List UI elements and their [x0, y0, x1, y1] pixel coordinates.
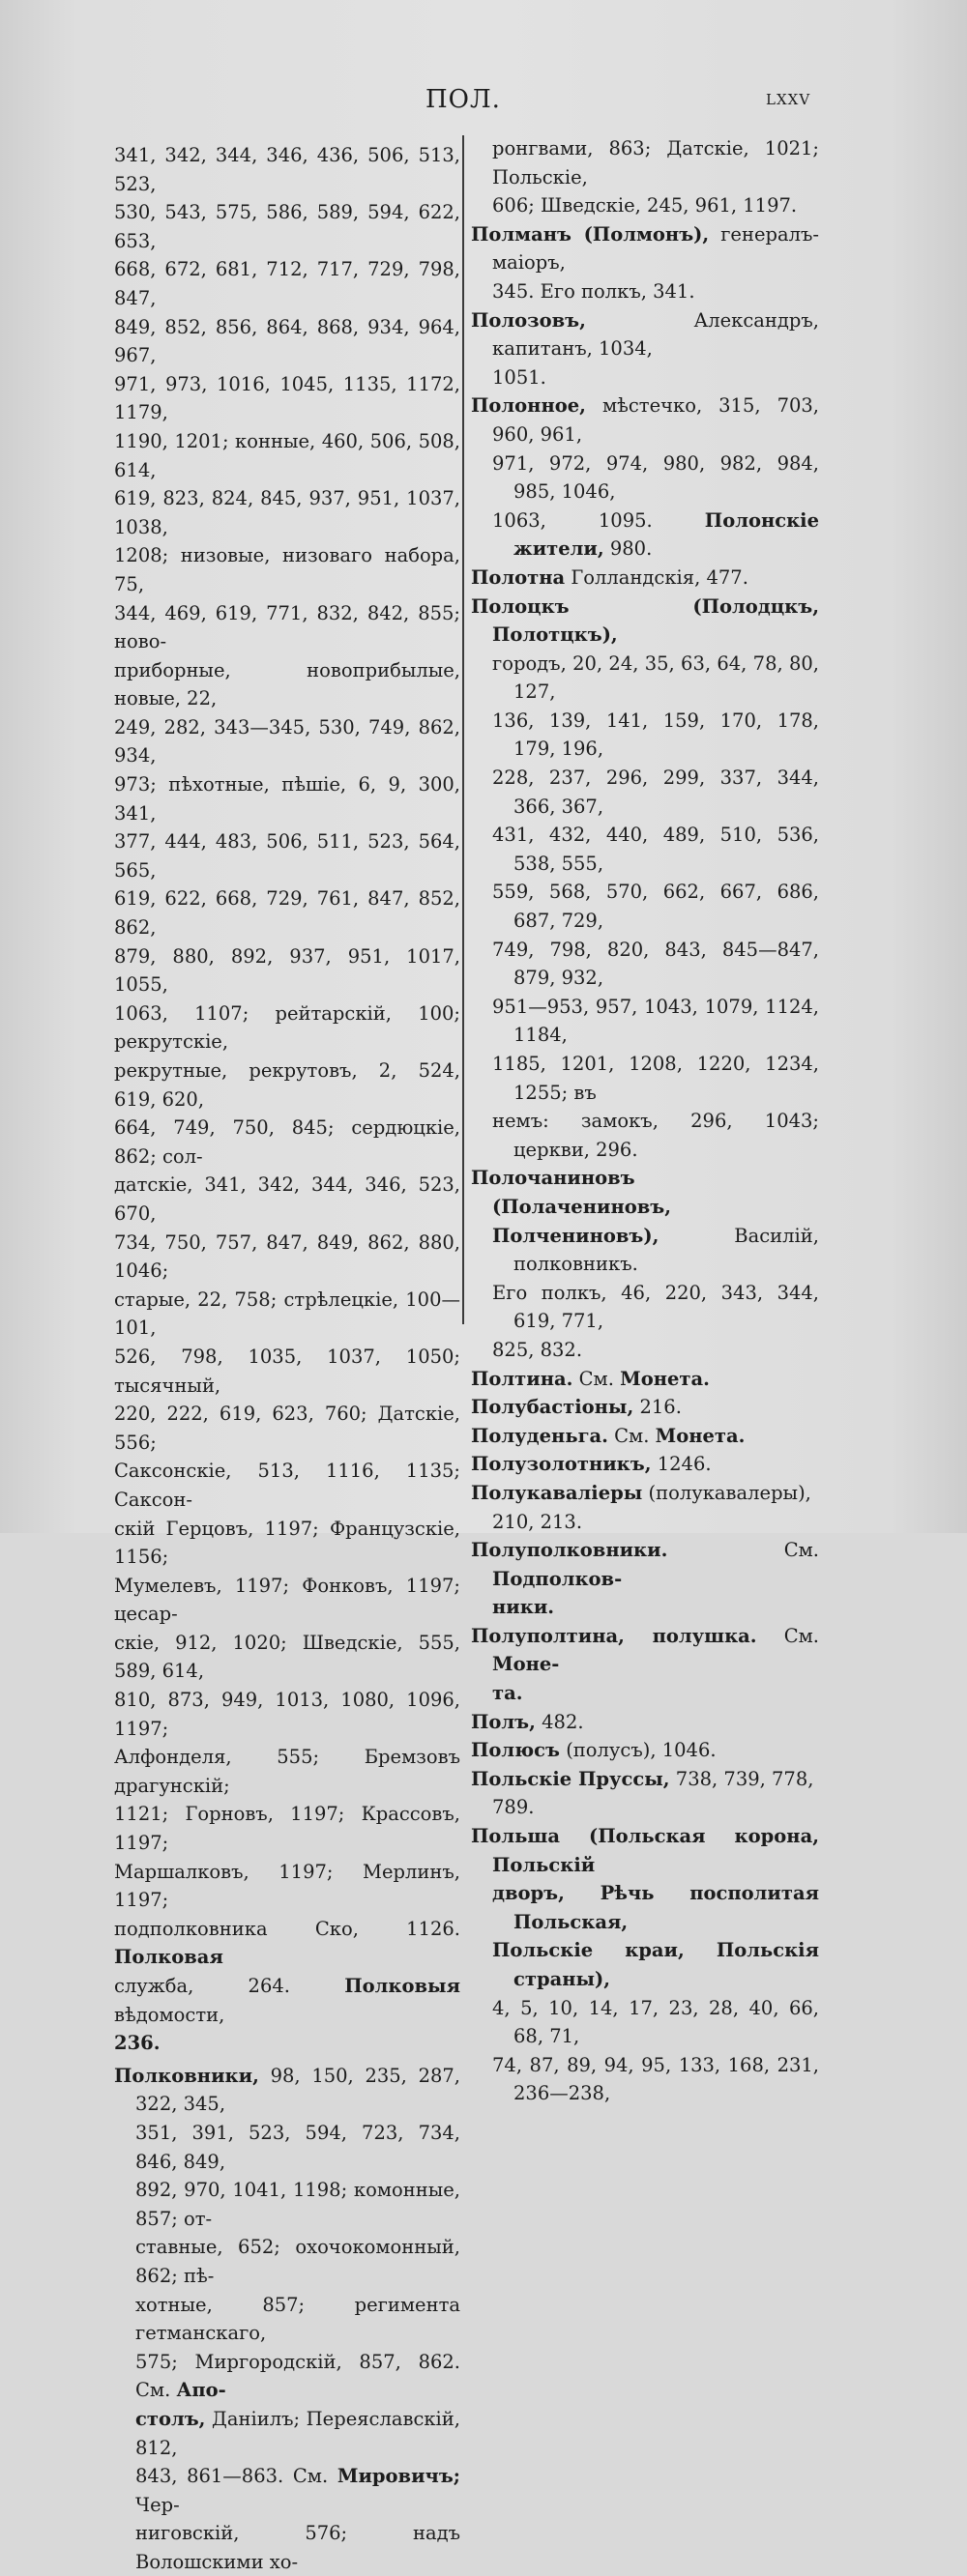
text-line: ставные, 652; охочокомонный, 862; пѣ-	[135, 2236, 460, 2287]
cross-reference: Подполков-	[492, 1567, 623, 1590]
entry-polkovniki-body	[114, 2119, 460, 2576]
entry-polochaninov	[471, 1164, 819, 1364]
text-line	[471, 1708, 819, 1737]
text-line: 1121; Горновъ, 1197; Крассовъ, 1197;	[114, 1803, 460, 1855]
text-line: 559, 568, 570, 662, 667, 686, 687, 729,	[492, 881, 819, 933]
text-fragment: Даніилъ; Переяславскій, 812,	[135, 2407, 460, 2459]
text-line: старые, 22, 758; стрѣлецкіе, 100—101,	[114, 1288, 460, 1340]
cross-reference: Моне-	[492, 1653, 560, 1676]
entry-heading: Полонное,	[471, 394, 586, 418]
right-column	[471, 134, 819, 2108]
entry-polozov	[471, 306, 819, 392]
entry-polonnoe	[471, 391, 819, 564]
entry-heading: Полубастіоны,	[471, 1396, 634, 1419]
text-line: 1208; низовые, низоваго набора, 75,	[114, 544, 460, 595]
entry-polyus	[471, 1736, 819, 1765]
text-line	[135, 2405, 460, 2462]
text-line: 228, 237, 296, 299, 337, 344, 366, 367,	[492, 767, 819, 818]
column-divider	[462, 135, 464, 1324]
entry-polskie-prussy	[471, 1765, 819, 1822]
text-line: 810, 873, 949, 1013, 1080, 1096, 1197;	[114, 1689, 460, 1740]
entry-heading: Полотна	[471, 565, 566, 589]
text-fragment: (полусъ), 1046.	[566, 1739, 717, 1762]
text-line: Мумелевъ, 1197; Фонковъ, 1197; цесар-	[114, 1574, 460, 1626]
text-line: 825, 832.	[492, 1338, 583, 1361]
text-fragment: 843, 861—863. См.	[135, 2465, 329, 2488]
entry-heading-polkovyya: Полковыя	[344, 1975, 460, 1997]
text-line	[471, 1393, 819, 1422]
text-fragment: служба, 264.	[114, 1975, 290, 1997]
text-line	[471, 306, 819, 363]
text-line: ронгвами, 863; Датскіе, 1021; Польскіе,	[492, 137, 819, 188]
text-fragment: 1063, 1095.	[492, 508, 653, 532]
text-line: 345. Его полкъ, 341.	[492, 279, 695, 303]
entry-heading: Полманъ (Полмонъ),	[471, 222, 710, 246]
text-fragment: Голландскія, 477.	[571, 565, 748, 589]
entry-polukavaliery	[471, 1479, 819, 1536]
entry-heading: Полчениновъ),	[492, 1224, 659, 1247]
text-line: 951—953, 957, 1043, 1079, 1124, 1184,	[492, 995, 819, 1047]
entry-heading: Полюсъ	[471, 1739, 560, 1762]
entry-heading: Полузолотникъ,	[471, 1453, 652, 1476]
entry-heading: Полозовъ,	[471, 308, 586, 332]
text-fragment: 216.	[639, 1396, 682, 1419]
text-line	[492, 1222, 819, 1279]
text-fragment: мѣстечко, 315, 703, 960, 961,	[492, 394, 819, 446]
cross-reference: Апо-	[176, 2379, 226, 2402]
page-title: ПОЛ.	[425, 85, 501, 114]
text-line	[492, 507, 819, 564]
text-line: 220, 222, 619, 623, 760; Датскіе, 556;	[114, 1403, 460, 1454]
text-line: 344, 469, 619, 771, 832, 842, 855; ново-	[114, 601, 460, 653]
text-fragment: См.	[783, 1539, 819, 1562]
text-line	[471, 1765, 819, 1794]
text-fragment: Александръ, капитанъ, 1034,	[492, 308, 819, 361]
text-line	[135, 2462, 460, 2519]
text-line: 734, 750, 757, 847, 849, 862, 880, 1046;	[114, 1230, 460, 1283]
entry-heading: Полъ,	[471, 1710, 536, 1733]
text-line: 892, 970, 1041, 1198; комонные, 857; от-	[135, 2179, 460, 2230]
entry-poluzolotnik	[471, 1450, 819, 1479]
entry-poltina	[471, 1365, 819, 1394]
text-line: 1051.	[492, 365, 546, 389]
entry-polsha	[471, 1822, 819, 2108]
entry-heading: Полуполковники.	[471, 1539, 668, 1562]
entry-heading: дворъ, Рѣчь посполитая Польская,	[492, 1882, 819, 1933]
text-line: Его полкъ, 46, 220, 343, 344, 619, 771,	[492, 1281, 819, 1333]
text-line: 236.	[114, 2032, 161, 2055]
cross-reference: та.	[492, 1682, 523, 1705]
text-line: скій Герцовъ, 1197; Французскіе, 1156;	[114, 1517, 460, 1569]
text-line: 849, 852, 856, 864, 868, 934, 964, 967,	[114, 315, 460, 367]
text-line: 1190, 1201; конные, 460, 506, 508, 614,	[114, 429, 460, 481]
entry-polupolkovniki	[471, 1536, 819, 1622]
text-fragment: См.	[578, 1367, 614, 1390]
entry-heading: Полуденьга.	[471, 1424, 608, 1447]
text-line	[114, 1972, 460, 2029]
text-line: городъ, 20, 24, 35, 63, 64, 78, 80, 127,	[492, 651, 819, 704]
entry-heading: Польша (Польская корона, Польскій	[471, 1825, 819, 1876]
text-fragment: Василій, полковникъ.	[513, 1224, 819, 1276]
text-line	[471, 1422, 819, 1451]
entry-heading: Польскіе краи, Польскія страны),	[492, 1939, 819, 1990]
text-line: скіе, 912, 1020; Шведскіе, 555, 589, 614,	[114, 1631, 460, 1683]
text-fragment: 575; Миргородскій, 857, 862. См.	[135, 2350, 460, 2402]
text-line: 971, 973, 1016, 1045, 1135, 1172, 1179,	[114, 372, 460, 424]
text-line: 136, 139, 141, 159, 170, 178, 179, 196,	[492, 709, 819, 761]
text-line: 668, 672, 681, 712, 717, 729, 798, 847,	[114, 258, 460, 309]
text-line	[471, 1164, 819, 1221]
text-line: 973; пѣхотные, пѣшіе, 6, 9, 300, 341,	[114, 773, 460, 825]
text-fragment: вѣдомости,	[114, 2003, 225, 2026]
text-line: 341, 342, 344, 346, 436, 506, 513, 523,	[114, 144, 460, 195]
text-fragment: подполковника Ско, 1126.	[114, 1917, 460, 1940]
entry-heading: Полковники,	[114, 2064, 259, 2087]
entry-heading: Полтина.	[471, 1367, 573, 1390]
cross-reference: Монета.	[655, 1424, 746, 1447]
entry-polotsk	[471, 593, 819, 1165]
text-line: Алфонделя, 555; Бремзовъ драгунскій;	[114, 1746, 460, 1797]
entry-polotna	[471, 564, 819, 593]
text-line: 74, 87, 89, 94, 95, 133, 168, 231, 236—238,	[492, 2053, 819, 2105]
text-line	[471, 391, 819, 449]
text-line: 749, 798, 820, 843, 845—847, 879, 932,	[492, 938, 819, 990]
text-line	[471, 1622, 819, 1679]
text-line	[471, 1736, 819, 1765]
text-line: 4, 5, 10, 14, 17, 23, 28, 40, 66, 68, 71,	[492, 1996, 819, 2048]
text-line	[471, 1479, 819, 1508]
entry-heading: Полукавалiеры	[471, 1481, 643, 1504]
text-fragment: 1246.	[657, 1453, 712, 1476]
text-line: Саксонскіе, 513, 1116, 1135; Саксон-	[114, 1460, 460, 1511]
entry-heading: Полочаниновъ	[471, 1167, 635, 1190]
text-line: 530, 543, 575, 586, 589, 594, 622, 653,	[114, 201, 460, 252]
text-line: хотные, 857; регимента гетманскаго,	[135, 2293, 460, 2345]
text-fragment: 980.	[609, 537, 653, 561]
text-line: приборные, новоприбылые, новые, 22,	[114, 658, 460, 710]
text-line: 664, 749, 750, 845; сердюцкіе, 862; сол-	[114, 1116, 460, 1168]
page-number: LXXV	[766, 91, 811, 108]
text-line: 210, 213.	[492, 1510, 583, 1533]
text-fragment: 738, 739, 778,	[675, 1767, 814, 1790]
entry-poludenga	[471, 1422, 819, 1451]
text-line: 1185, 1201, 1208, 1220, 1234, 1255; въ	[492, 1053, 819, 1104]
text-fragment: Чер-	[135, 2493, 180, 2516]
entry-heading: Полонскіе жители,	[513, 508, 819, 561]
entry-polkovniki	[114, 2062, 460, 2119]
cross-reference: ники.	[492, 1596, 555, 1619]
running-head	[0, 85, 967, 124]
text-line: ниговскій, 576; надъ Волошскими хо-	[135, 2522, 460, 2573]
entry-pol	[471, 1708, 819, 1737]
text-line	[471, 220, 819, 277]
text-fragment: (полукавалеры),	[648, 1481, 811, 1504]
entry-polman	[471, 220, 819, 306]
entry-polubastiony	[471, 1393, 819, 1422]
entry-continuation	[471, 134, 819, 220]
entry-heading-polkovaya: Полковая	[114, 1946, 223, 1969]
text-line: 606; Шведскіе, 245, 961, 1197.	[492, 194, 798, 217]
text-line: 1063, 1107; рейтарскій, 100; рекрутскіе,	[114, 1001, 460, 1054]
text-fragment: См.	[614, 1424, 650, 1447]
entry-heading: Польскіе Пруссы,	[471, 1767, 670, 1790]
text-line: рекрутные, рекрутовъ, 2, 524, 619, 620,	[114, 1059, 460, 1111]
text-line	[471, 564, 819, 593]
text-line	[471, 1365, 819, 1394]
left-column	[114, 141, 460, 2576]
text-fragment: генералъ-маіоръ,	[492, 222, 819, 275]
text-line: 526, 798, 1035, 1037, 1050; тысячный,	[114, 1345, 460, 1397]
text-line	[471, 1536, 819, 1593]
text-line: 619, 622, 668, 729, 761, 847, 852, 862,	[114, 887, 460, 940]
entry-heading: Полоцкъ (Полодцкъ, Полотцкъ),	[471, 594, 819, 647]
text-line: 619, 823, 824, 845, 937, 951, 1037, 1038,	[114, 487, 460, 538]
text-line	[114, 1915, 460, 1972]
cross-reference: Монета.	[620, 1367, 710, 1390]
text-line: Маршалковъ, 1197; Мерлинъ, 1197;	[114, 1860, 460, 1912]
text-line: 879, 880, 892, 937, 951, 1017, 1055,	[114, 944, 460, 997]
text-line: датскіе, 341, 342, 344, 346, 523, 670,	[114, 1173, 460, 1225]
text-fragment: См.	[783, 1624, 819, 1647]
cross-reference: столъ,	[135, 2407, 206, 2430]
entry-heading: (Полачениновъ,	[492, 1195, 672, 1218]
text-line: 351, 391, 523, 594, 723, 734, 846, 849,	[135, 2121, 460, 2173]
text-line: 431, 432, 440, 489, 510, 536, 538, 555,	[492, 824, 819, 875]
text-line	[471, 1450, 819, 1479]
text-line: 789.	[492, 1796, 535, 1819]
entry-heading: Полуполтина, полушка.	[471, 1624, 757, 1647]
text-line: 249, 282, 343—345, 530, 749, 862, 934,	[114, 715, 460, 767]
cross-reference: Мировичъ;	[337, 2465, 460, 2488]
text-line	[135, 2348, 460, 2405]
entry-continuation	[114, 141, 460, 2058]
entry-polupoltina	[471, 1622, 819, 1708]
text-line: 377, 444, 483, 506, 511, 523, 564, 565,	[114, 830, 460, 882]
text-line	[114, 2062, 460, 2119]
text-line: немъ: замокъ, 296, 1043; церкви, 296.	[492, 1110, 819, 1161]
text-line: 971, 972, 974, 980, 982, 984, 985, 1046,	[492, 451, 819, 504]
text-fragment: 98, 150, 235, 287, 322, 345,	[135, 2064, 460, 2116]
text-fragment: 482.	[542, 1710, 584, 1733]
